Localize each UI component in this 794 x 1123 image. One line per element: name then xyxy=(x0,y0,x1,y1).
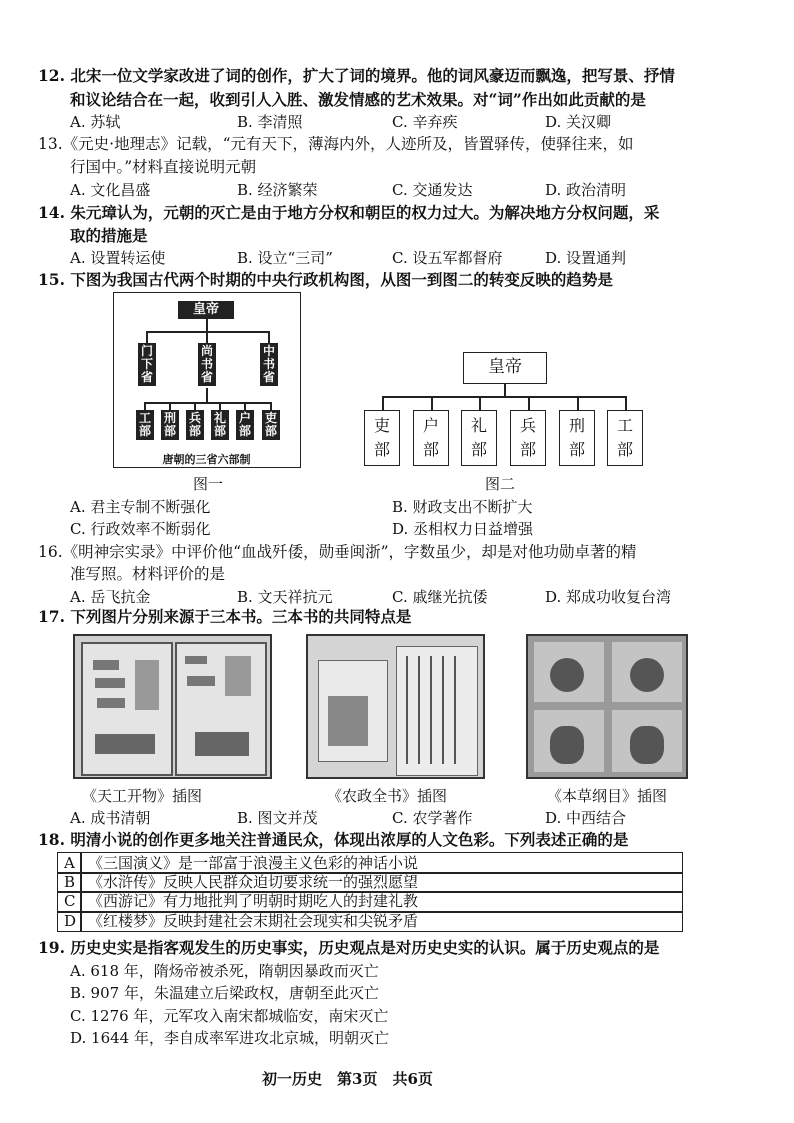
q18-row-c-key: C xyxy=(64,892,76,910)
fig2-emperor: 皇帝 xyxy=(488,357,522,377)
q18-table xyxy=(57,852,683,932)
fig1-label: 图一 xyxy=(193,475,224,493)
q18-row-c-text: 《西游记》有力地批判了明朝时期吃人的封建礼教 xyxy=(88,892,419,910)
q16-stem-line2: 准写照。材料评价的是 xyxy=(70,565,226,583)
q14-option-b: B. 设立“三司” xyxy=(237,249,333,267)
q19-option-b: B. 907 年，朱温建立后梁政权，唐朝至此灭亡 xyxy=(70,984,379,1002)
q19-option-d: D. 1644 年，李自成率军进攻北京城，明朝灭亡 xyxy=(70,1029,389,1047)
q17-option-d: D. 中西结合 xyxy=(545,809,627,827)
fig1-hubu: 户部 xyxy=(236,410,254,440)
q19-option-c: C. 1276 年，元军攻入南宋都城临安，南宋灭亡 xyxy=(70,1007,389,1025)
fig2-dept-5: 刑部 xyxy=(559,410,595,466)
q15-option-b: B. 财政支出不断扩大 xyxy=(392,498,533,516)
fig1-bingbu: 兵部 xyxy=(186,410,204,440)
q14-option-d: D. 设置通判 xyxy=(545,249,627,267)
q17-stem: 17. 下列图片分别来源于三本书。三本书的共同特点是 xyxy=(38,607,412,626)
q18-row-b-key: B xyxy=(64,873,76,891)
q17-caption-2: 《农政全书》插图 xyxy=(327,787,448,805)
q17-option-b: B. 图文并茂 xyxy=(237,809,318,827)
q14-option-c: C. 设五军都督府 xyxy=(392,249,503,267)
fig1-shangshu: 尚书省 xyxy=(198,343,216,386)
q16-option-c: C. 戚继光抗倭 xyxy=(392,588,488,606)
q16-option-a: A. 岳飞抗金 xyxy=(70,588,151,606)
q12-option-b: B. 李清照 xyxy=(237,113,303,131)
q15-option-c: C. 行政效率不断弱化 xyxy=(70,520,211,538)
q12-option-d: D. 关汉卿 xyxy=(545,113,612,131)
fig2-dept-3: 礼部 xyxy=(461,410,497,466)
q13-stem-line1: 13.《元史·地理志》记载，“元有天下，薄海内外，人迹所及，皆置驿传，使驿往来，如 xyxy=(38,135,634,153)
q18-row-d-key: D xyxy=(64,912,77,930)
fig1-libu2: 吏部 xyxy=(262,410,280,440)
bencao-gangmu-illustration xyxy=(526,634,688,779)
q18-row-d-text: 《红楼梦》反映封建社会末期社会现实和尖锐矛盾 xyxy=(88,912,419,930)
fig1-menxia: 门下省 xyxy=(138,343,156,386)
fig1-gongbu: 工部 xyxy=(136,410,154,440)
fig2-dept-1: 吏部 xyxy=(364,410,400,466)
q16-stem-line1: 16.《明神宗实录》中评价他“血战歼倭，勋垂闽浙”，字数虽少，却是对他功勋卓著的精 xyxy=(38,543,637,561)
fig2-dept-4: 兵部 xyxy=(510,410,546,466)
fig1-zhongshu: 中书省 xyxy=(260,343,278,386)
fig2-dept-6: 工部 xyxy=(607,410,643,466)
q15-option-d: D. 丞相权力日益增强 xyxy=(392,520,534,538)
q19-stem: 19. 历史史实是指客观发生的历史事实，历史观点是对历史史实的认识。属于历史观点的是 xyxy=(38,938,660,957)
q17-option-c: C. 农学著作 xyxy=(392,809,473,827)
fig1-libu: 礼部 xyxy=(211,410,229,440)
q19-option-a: A. 618 年，隋炀帝被杀死，隋朝因暴政而灭亡 xyxy=(70,962,379,980)
q13-option-d: D. 政治清明 xyxy=(545,181,627,199)
q13-option-a: A. 文化昌盛 xyxy=(70,181,151,199)
q12-option-a: A. 苏轼 xyxy=(70,113,121,131)
nongzheng-quanshu-illustration xyxy=(306,634,485,779)
tiangong-kaiwu-illustration xyxy=(73,634,272,779)
q18-stem: 18. 明清小说的创作更多地关注普通民众，体现出浓厚的人文色彩。下列表述正确的是 xyxy=(38,830,629,849)
fig1-caption: 唐朝的三省六部制 xyxy=(162,453,251,466)
q15-option-a: A. 君主专制不断强化 xyxy=(70,498,211,516)
fig2-dept-2: 户部 xyxy=(413,410,449,466)
q13-option-b: B. 经济繁荣 xyxy=(237,181,318,199)
fig1-emperor: 皇帝 xyxy=(178,301,234,319)
q14-stem-line1: 14. 朱元璋认为，元朝的灭亡是由于地方分权和朝臣的权力过大。为解决地方分权问题，采 xyxy=(38,203,660,222)
q16-option-b: B. 文天祥抗元 xyxy=(237,588,333,606)
figure-1 xyxy=(113,292,301,468)
q13-option-c: C. 交通发达 xyxy=(392,181,473,199)
q18-row-a-text: 《三国演义》是一部富于浪漫主义色彩的神话小说 xyxy=(88,854,419,872)
q14-stem-line2: 取的措施是 xyxy=(70,226,148,245)
q16-option-d: D. 郑成功收复台湾 xyxy=(545,588,672,606)
q14-option-a: A. 设置转运使 xyxy=(70,249,166,267)
q12-stem-line1: 12. 北宋一位文学家改进了词的创作，扩大了词的境界。他的词风豪迈而飘逸，把写景、抒情 xyxy=(38,66,675,85)
q17-option-a: A. 成书清朝 xyxy=(70,809,151,827)
fig2-emperor-box xyxy=(463,352,547,384)
q17-caption-1: 《天工开物》插图 xyxy=(82,787,203,805)
q12-stem-line2: 和议论结合在一起，收到引人入胜、激发情感的艺术效果。对“词”作出如此贡献的是 xyxy=(70,90,646,109)
page-footer: 初一历史 第3页 共6页 xyxy=(262,1070,433,1088)
q15-stem: 15. 下图为我国古代两个时期的中央行政机构图，从图一到图二的转变反映的趋势是 xyxy=(38,270,613,289)
fig1-xingbu: 刑部 xyxy=(161,410,179,440)
q13-stem-line2: 行国中。”材料直接说明元朝 xyxy=(70,158,257,176)
q18-row-a-key: A xyxy=(64,854,75,872)
fig2-label: 图二 xyxy=(485,475,516,493)
q17-caption-3: 《本草纲目》插图 xyxy=(547,787,668,805)
q18-row-b-text: 《水浒传》反映人民群众迫切要求统一的强烈愿望 xyxy=(88,873,419,891)
q12-option-c: C. 辛弃疾 xyxy=(392,113,458,131)
